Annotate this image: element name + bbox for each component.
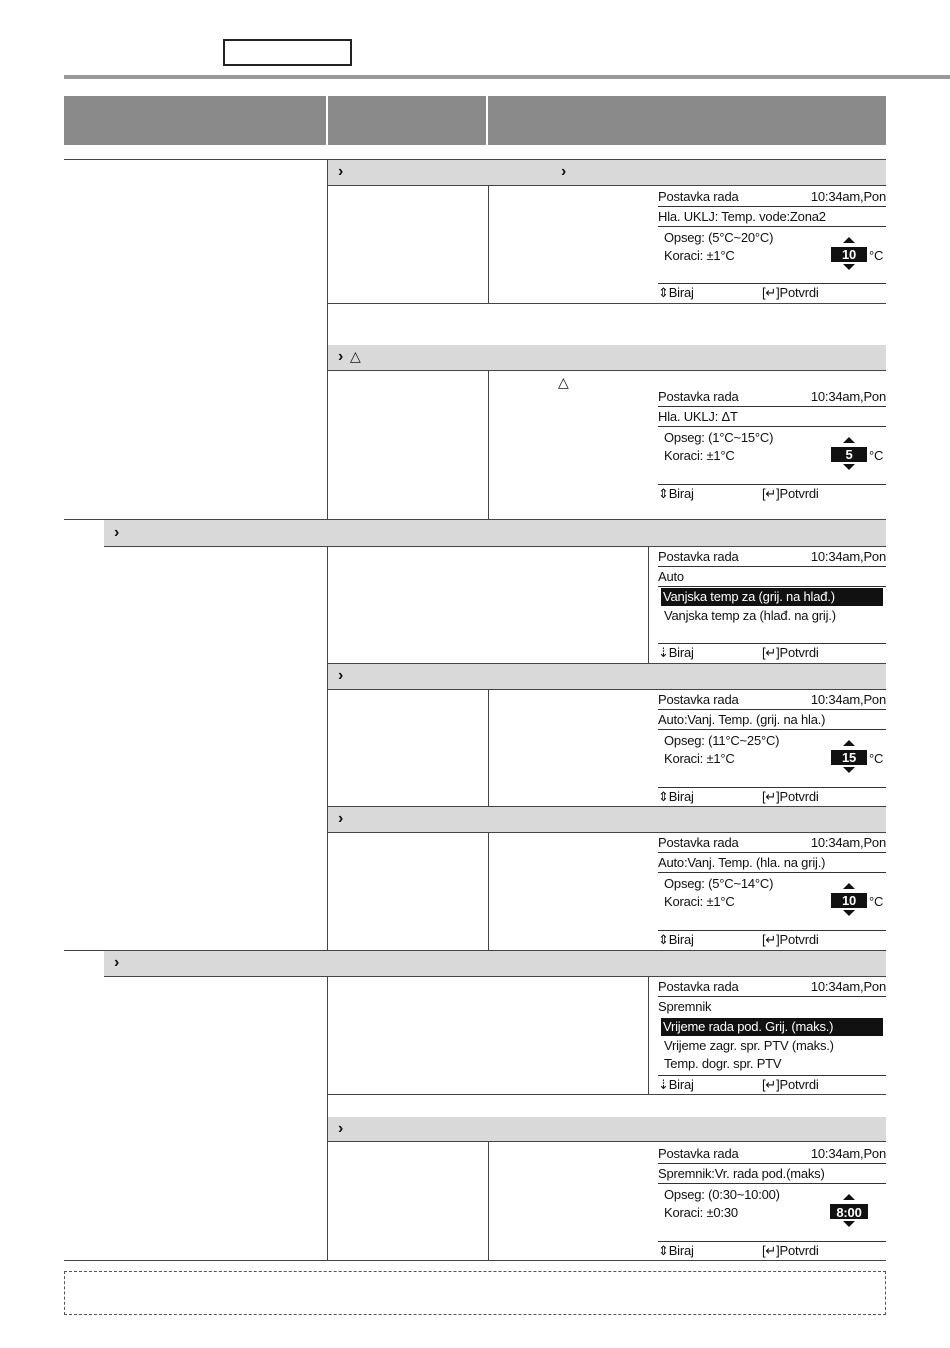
lcd-range: Opseg: (0:30~10:00) (664, 1187, 780, 1202)
lcd-step: Koraci: ±1°C (664, 751, 735, 766)
lcd-menu-item: Vanjska temp za (hlađ. na grij.) (664, 608, 836, 623)
lcd-nav: ⇕Biraj (658, 932, 694, 947)
row-rule (328, 370, 886, 371)
lcd-subtitle: Spremnik (658, 999, 712, 1014)
col-divider (648, 547, 649, 663)
lcd-unit: °C (869, 751, 884, 766)
lcd-title: Postavka rada (658, 189, 739, 204)
lcd-time: 10:34am,Pon (810, 389, 886, 404)
table-bottom-rule (64, 1260, 886, 1261)
lcd-value: 10 (831, 247, 867, 262)
lcd-time: 10:34am,Pon (810, 1146, 886, 1161)
lcd-time: 10:34am,Pon (810, 835, 886, 850)
lcd-subtitle: Auto:Vanj. Temp. (hla. na grij.) (658, 854, 886, 873)
lcd-confirm: [↵]Potvrdi (762, 645, 819, 660)
row-rule (328, 663, 886, 664)
lcd-confirm: [↵]Potvrdi (762, 285, 819, 300)
section-path-bar (104, 520, 886, 546)
lcd-time: 10:34am,Pon (810, 189, 886, 204)
lcd-unit: °C (869, 894, 884, 909)
lcd-title: Postavka rada (658, 1146, 739, 1161)
lcd-step: Koraci: ±1°C (664, 894, 735, 909)
row-rule (328, 185, 886, 186)
header-rule (64, 75, 950, 79)
lcd-value: 10 (831, 893, 867, 908)
lcd-screen (658, 548, 886, 663)
section-path-bar (328, 1117, 886, 1141)
lcd-confirm: [↵]Potvrdi (762, 1243, 819, 1258)
lcd-range: Opseg: (11°C~25°C) (664, 733, 780, 748)
arrow-down-icon (843, 1221, 855, 1227)
row-rule (328, 832, 886, 833)
arrow-down-icon (843, 910, 855, 916)
lcd-unit: °C (869, 248, 884, 263)
lcd-screen (658, 388, 886, 504)
lcd-nav: ⇕Biraj (658, 789, 694, 804)
row-rule (328, 1141, 886, 1142)
col-divider (488, 690, 489, 806)
lcd-screen (658, 1145, 886, 1260)
lcd-confirm: [↵]Potvrdi (762, 1077, 819, 1092)
col-divider (488, 1142, 489, 1260)
lcd-title: Postavka rada (658, 692, 739, 707)
lcd-nav: ⇣Biraj (658, 1077, 694, 1092)
lcd-value: 8:00 (830, 1204, 868, 1219)
lcd-menu-item: Temp. dogr. spr. PTV (664, 1056, 782, 1071)
lcd-value: 5 (831, 447, 867, 462)
chevron-right-icon: › (114, 524, 120, 541)
lcd-nav: ⇣Biraj (658, 645, 694, 660)
chevron-right-icon: › (338, 1120, 344, 1137)
delta-triangle-icon: △ (558, 374, 569, 390)
lcd-title: Postavka rada (658, 389, 739, 404)
section-path-bar (328, 807, 886, 832)
chevron-right-icon: › (114, 954, 120, 971)
chevron-right-icon: › (338, 163, 344, 180)
lcd-subtitle: Hla. UKLJ: Temp. vode:Zona2 (658, 208, 886, 227)
chevron-right-icon: › (338, 348, 344, 365)
col-divider (488, 186, 489, 303)
arrow-up-icon (843, 883, 855, 889)
lcd-menu-item-selected: Vanjska temp za (grij. na hlađ.) (661, 588, 883, 606)
arrow-down-icon (843, 264, 855, 270)
table-header-col-1 (64, 96, 326, 145)
section-path-bar (328, 345, 886, 370)
lcd-title: Postavka rada (658, 835, 739, 850)
lcd-confirm: [↵]Potvrdi (762, 789, 819, 804)
lcd-title: Postavka rada (658, 549, 739, 564)
section-path-bar (328, 160, 886, 185)
lcd-range: Opseg: (5°C~20°C) (664, 230, 774, 245)
note-box (64, 1271, 886, 1315)
lcd-step: Koraci: ±0:30 (664, 1205, 738, 1220)
lcd-value: 15 (831, 750, 867, 765)
col-divider (648, 977, 649, 1094)
arrow-up-icon (843, 740, 855, 746)
row-rule (328, 689, 886, 690)
lcd-title: Postavka rada (658, 979, 739, 994)
col-divider (488, 371, 489, 519)
chevron-right-icon: › (561, 163, 567, 180)
col-divider (327, 159, 328, 519)
header-label-box (223, 39, 352, 66)
lcd-nav: ⇕Biraj (658, 486, 694, 501)
arrow-down-icon (843, 464, 855, 470)
lcd-screen (658, 691, 886, 807)
lcd-confirm: [↵]Potvrdi (762, 932, 819, 947)
lcd-unit: °C (869, 448, 884, 463)
col-divider (488, 833, 489, 950)
lcd-nav: ⇕Biraj (658, 285, 694, 300)
col-divider (327, 546, 328, 950)
row-rule (104, 546, 886, 547)
lcd-time: 10:34am,Pon (810, 549, 886, 564)
arrow-up-icon (843, 1194, 855, 1200)
lcd-subtitle: Auto (658, 568, 886, 587)
lcd-menu-item-selected: Vrijeme rada pod. Grij. (maks.) (661, 1018, 883, 1036)
arrow-up-icon (843, 437, 855, 443)
table-header-col-2 (328, 96, 486, 145)
row-rule (328, 1094, 886, 1095)
section-path-bar (328, 664, 886, 689)
lcd-subtitle: Spremnik:Vr. rada pod.(maks) (658, 1165, 886, 1184)
lcd-time: 10:34am,Pon (810, 979, 886, 994)
lcd-subtitle: Hla. UKLJ: ΔT (658, 408, 886, 427)
section-path-bar (104, 951, 886, 976)
lcd-range: Opseg: (5°C~14°C) (664, 876, 774, 891)
arrow-down-icon (843, 767, 855, 773)
row-rule (104, 976, 886, 977)
chevron-right-icon: › (338, 810, 344, 827)
delta-triangle-icon: △ (350, 348, 361, 364)
lcd-subtitle: Auto:Vanj. Temp. (grij. na hla.) (658, 711, 886, 730)
lcd-time: 10:34am,Pon (810, 692, 886, 707)
lcd-screen (658, 978, 886, 1094)
lcd-range: Opseg: (1°C~15°C) (664, 430, 774, 445)
lcd-confirm: [↵]Potvrdi (762, 486, 819, 501)
chevron-right-icon: › (338, 667, 344, 684)
lcd-step: Koraci: ±1°C (664, 248, 735, 263)
lcd-menu-item: Vrijeme zagr. spr. PTV (maks.) (664, 1038, 834, 1053)
lcd-nav: ⇕Biraj (658, 1243, 694, 1258)
arrow-up-icon (843, 237, 855, 243)
lcd-screen (658, 188, 886, 304)
lcd-step: Koraci: ±1°C (664, 448, 735, 463)
lcd-screen (658, 834, 886, 950)
table-header-col-3 (488, 96, 886, 145)
